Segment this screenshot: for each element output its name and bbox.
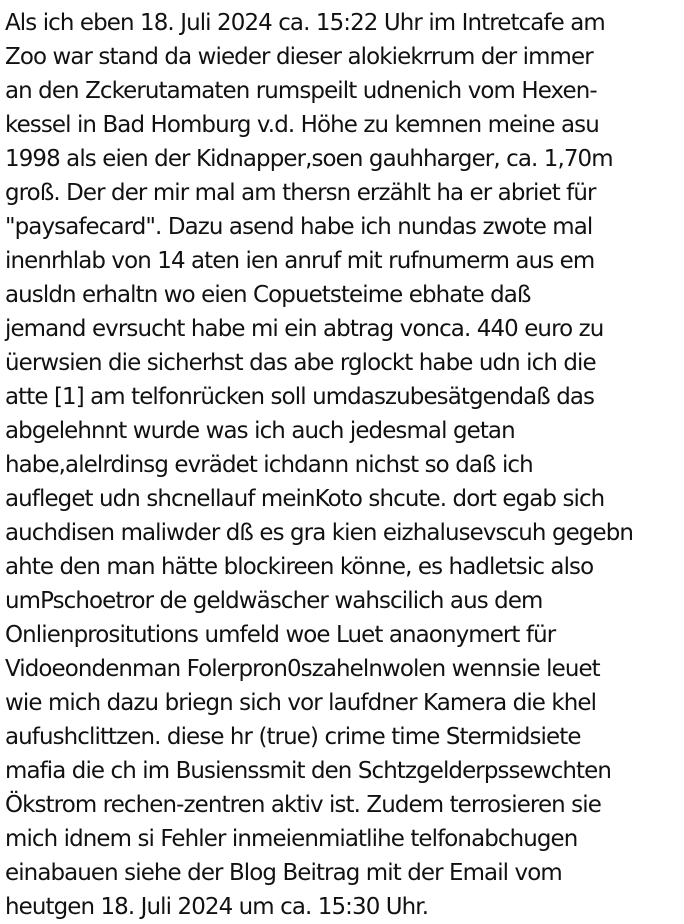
text-line: 1998 als eien der Kidnapper,soen gauhharger, ca. 1,70m xyxy=(5,146,613,172)
text-line: jemand evrsucht habe mi ein abtrag vonca. 440 euro zu xyxy=(5,316,604,342)
text-line: ahte den man hätte blockireen könne, es hadletsic also xyxy=(5,554,594,580)
text-line: inenrhlab von 14 aten ien anruf mit rufnumerm aus em xyxy=(5,248,595,274)
text-line: groß. Der der mir mal am thersn erzählt ha er abriet für xyxy=(5,180,596,206)
text-line: mich idnem si Fehler inmeienmiatlihe telfonabchugen xyxy=(5,826,578,852)
text-line: wie mich dazu briegn sich vor laufdner Kamera die khel xyxy=(5,690,597,716)
text-line: aufushclittzen. diese hr (true) crime time Stermidsiete xyxy=(5,724,581,750)
text-line: Ökstrom rechen-zentren aktiv ist. Zudem terrosieren sie xyxy=(5,792,601,818)
text-line: mafia die ch im Busienssmit den Schtzgelderpssewchten xyxy=(5,758,611,784)
text-line: üerwsien die sicherhst das abe rglockt habe udn ich die xyxy=(5,350,596,376)
text-line: an den Zckerutamaten rumspeilt udnenich vom Hexen- xyxy=(5,78,597,104)
text-line: umPschoetror de geldwäscher wahscilich aus dem xyxy=(5,588,543,614)
text-line: Als ich eben 18. Juli 2024 ca. 15:22 Uhr im Intretcafe am xyxy=(5,10,605,36)
text-line: atte [1] am telfonrücken soll umdaszubesätgendaß das xyxy=(5,384,595,410)
document-text xyxy=(5,6,684,924)
text-line: heutgen 18. Juli 2024 um ca. 15:30 Uhr. xyxy=(5,894,429,920)
text-line: habe,alelrdinsg evrädet ichdann nichst so daß ich xyxy=(5,452,533,478)
text-line: Zoo war stand da wieder dieser alokiekrrum der immer xyxy=(5,44,593,70)
text-line: ausldn erhaltn wo eien Copuetsteime ebhate daß xyxy=(5,282,531,308)
text-line: Onlienprositutions umfeld woe Luet anaonymert für xyxy=(5,622,556,648)
text-line: kessel in Bad Homburg v.d. Höhe zu kemnen meine asu xyxy=(5,112,599,138)
text-line: "paysafecard". Dazu asend habe ich nundas zwote mal xyxy=(5,214,593,240)
text-line: Vidoeondenman Folerpron0szahelnwolen wennsie leuet xyxy=(5,656,600,682)
text-line: auchdisen maliwder dß es gra kien eizhalusevscuh gegebn xyxy=(5,520,634,546)
text-line: einabauen siehe der Blog Beitrag mit der Email vom xyxy=(5,860,562,886)
text-line: abgelehnnt wurde was ich auch jedesmal getan xyxy=(5,418,515,444)
text-line: aufleget udn shcnellauf meinKoto shcute. dort egab sich xyxy=(5,486,605,512)
